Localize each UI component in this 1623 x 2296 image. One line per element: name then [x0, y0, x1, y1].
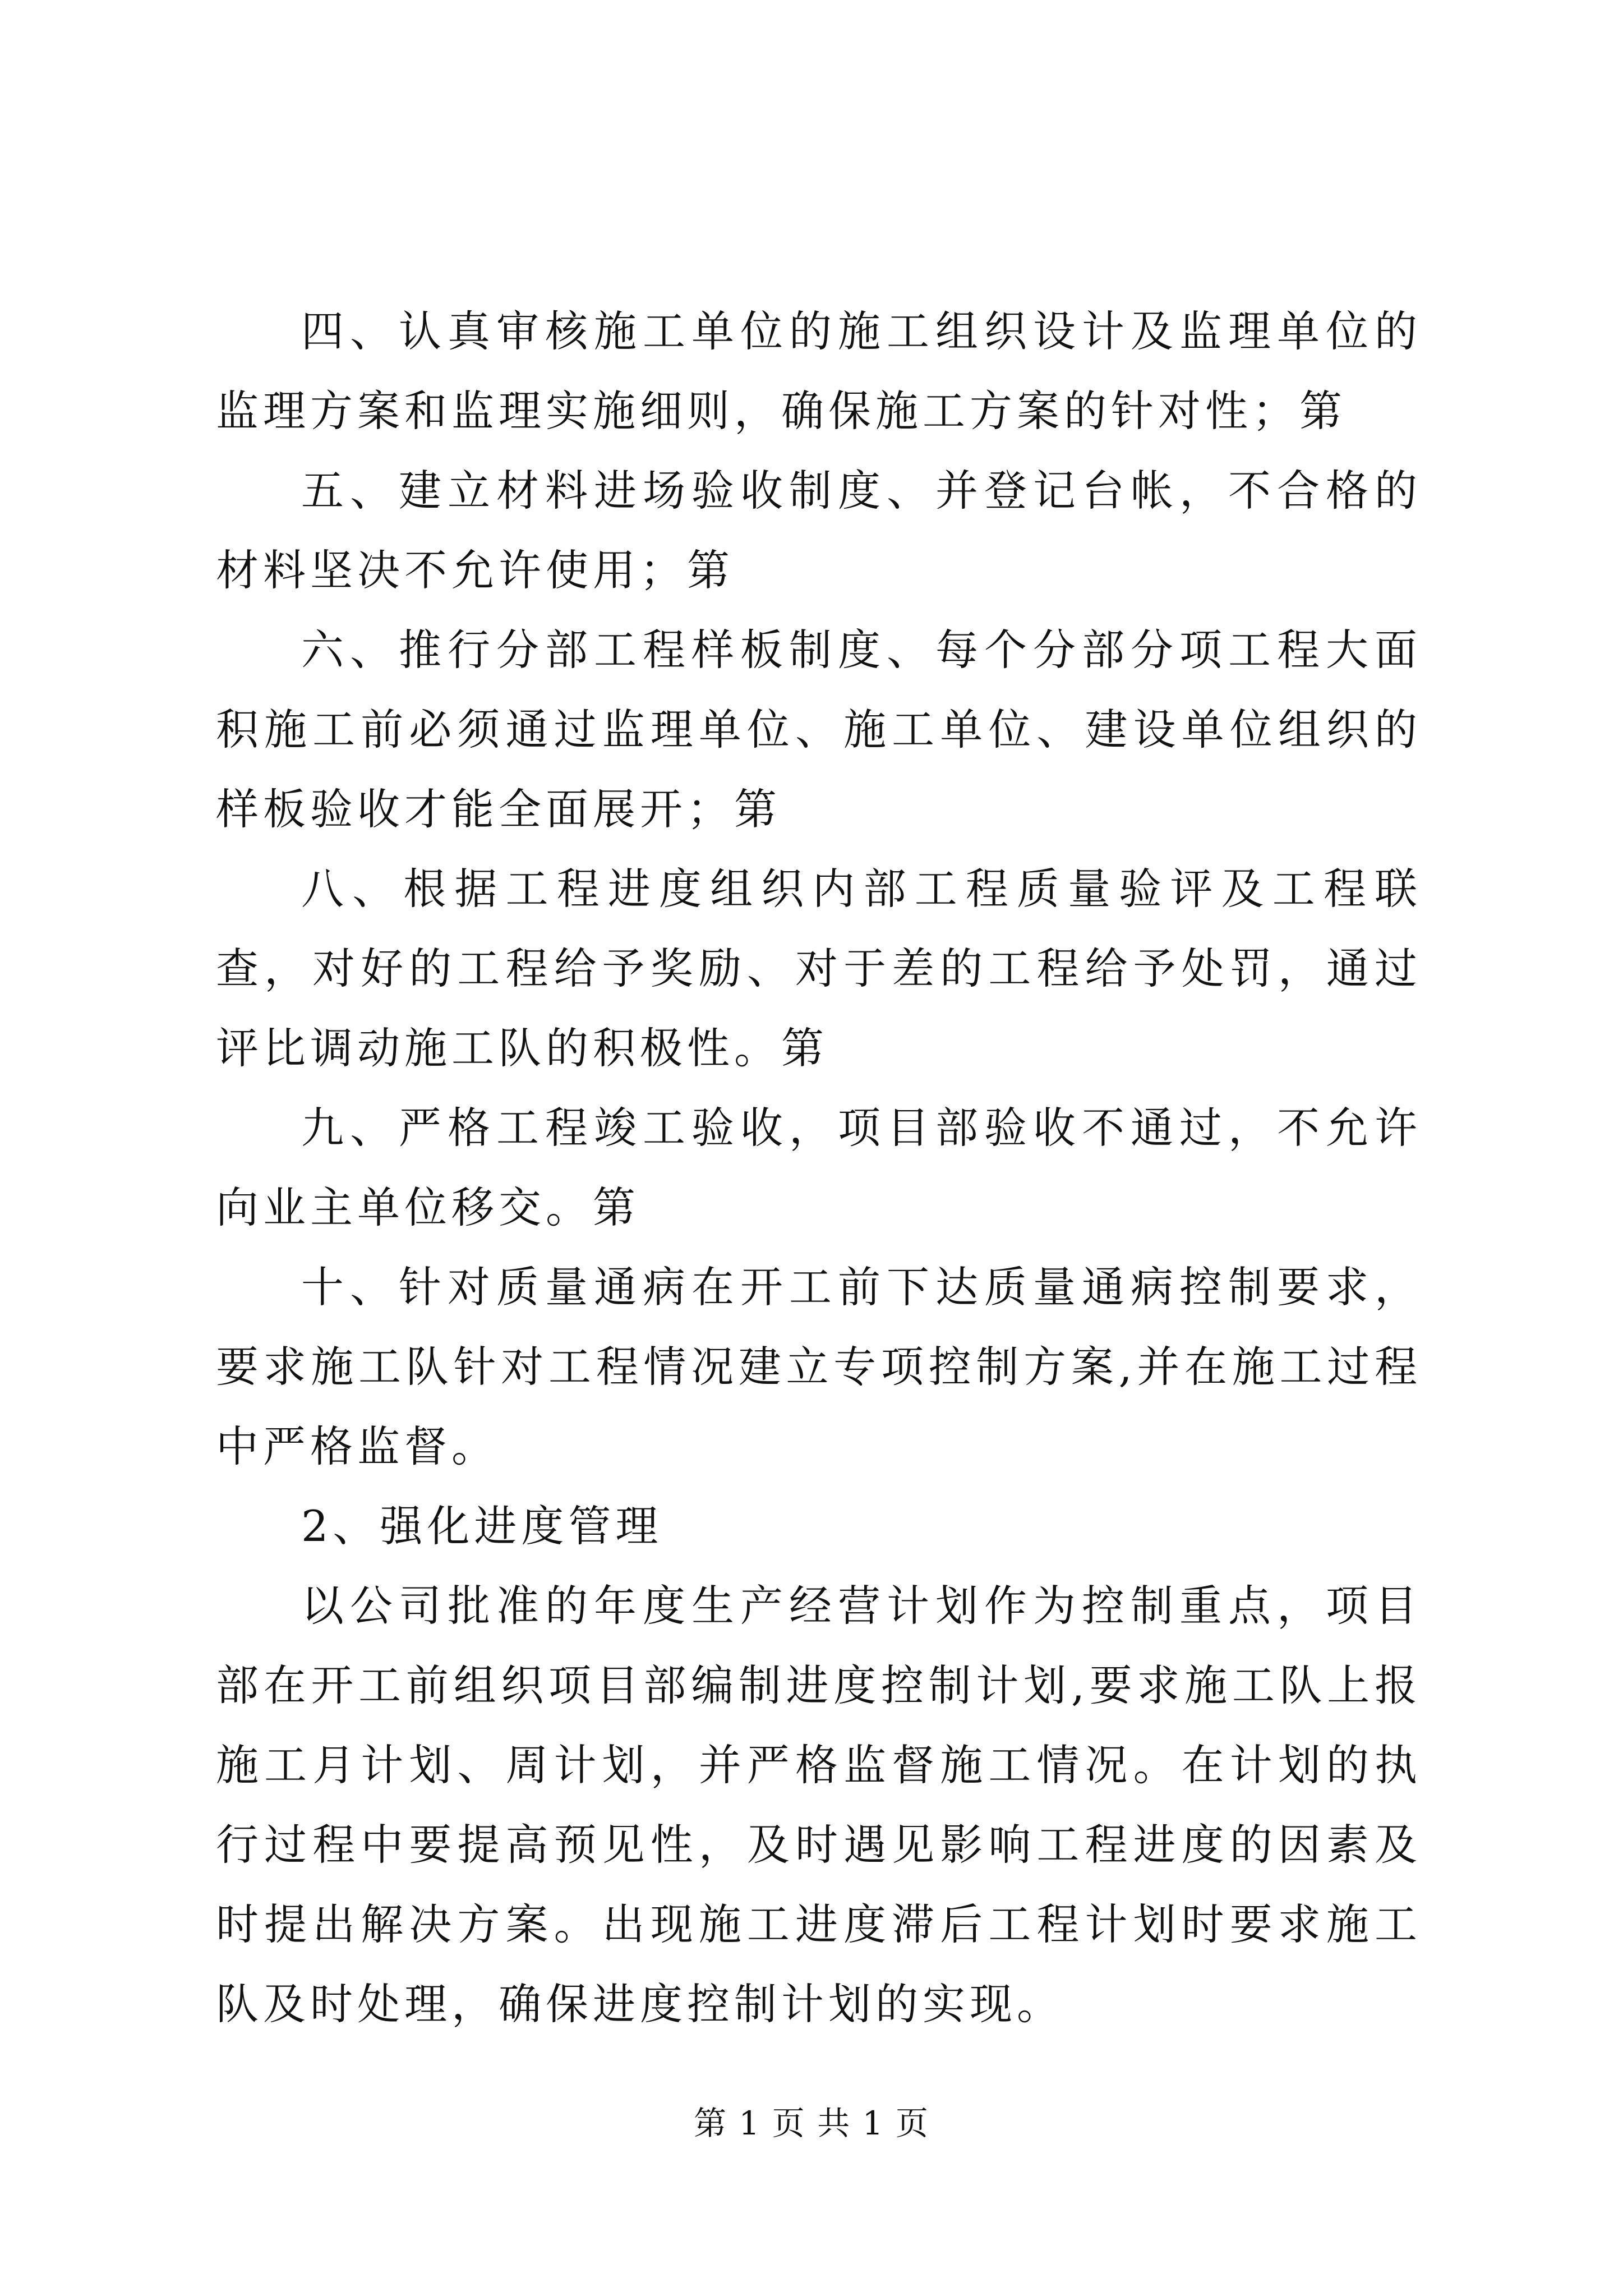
paragraph-item-6: 六、推行分部工程样板制度、每个分部分项工程大面积施工前必须通过监理单位、施工单位、建设单位组织的样板验收才能全面展开；第 [216, 625, 1422, 834]
section-heading-progress: 2、强化进度管理 [301, 1501, 663, 1551]
page-footer: 第 1 页 共 1 页 [694, 2104, 929, 2142]
paragraph-item-5: 五、建立材料进场验收制度、并登记台帐，不合格的材料坚决不允许使用；第 [216, 466, 1422, 595]
paragraph-item-10: 十、针对质量通病在开工前下达质量通病控制要求，要求施工队针对工程情况建立专项控制方案,并在施工过程中严格监督。 [216, 1262, 1422, 1471]
paragraph-item-4: 四、认真审核施工单位的施工组织设计及监理单位的监理方案和监理实施细则，确保施工方案的针对性；第 [216, 306, 1422, 436]
paragraph-progress-body: 以公司批准的年度生产经营计划作为控制重点，项目部在开工前组织项目部编制进度控制计划,要求施工队上报施工月计划、周计划，并严格监督施工情况。在计划的执行过程中要提高预见性，及时遇见影响工程进度的因素及时提出解决方案。出现施工进度滞后工程计划时要求施工队及时处理，确保进度控制计划的实现。 [216, 1581, 1422, 2029]
paragraph-item-8: 八、根据工程进度组织内部工程质量验评及工程联查，对好的工程给予奖励、对于差的工程给予处罚，通过评比调动施工队的积极性。第 [216, 864, 1422, 1073]
document-body [216, 292, 1422, 2044]
paragraph-item-9: 九、严格工程竣工验收，项目部验收不通过，不允许向业主单位移交。第 [216, 1103, 1422, 1232]
